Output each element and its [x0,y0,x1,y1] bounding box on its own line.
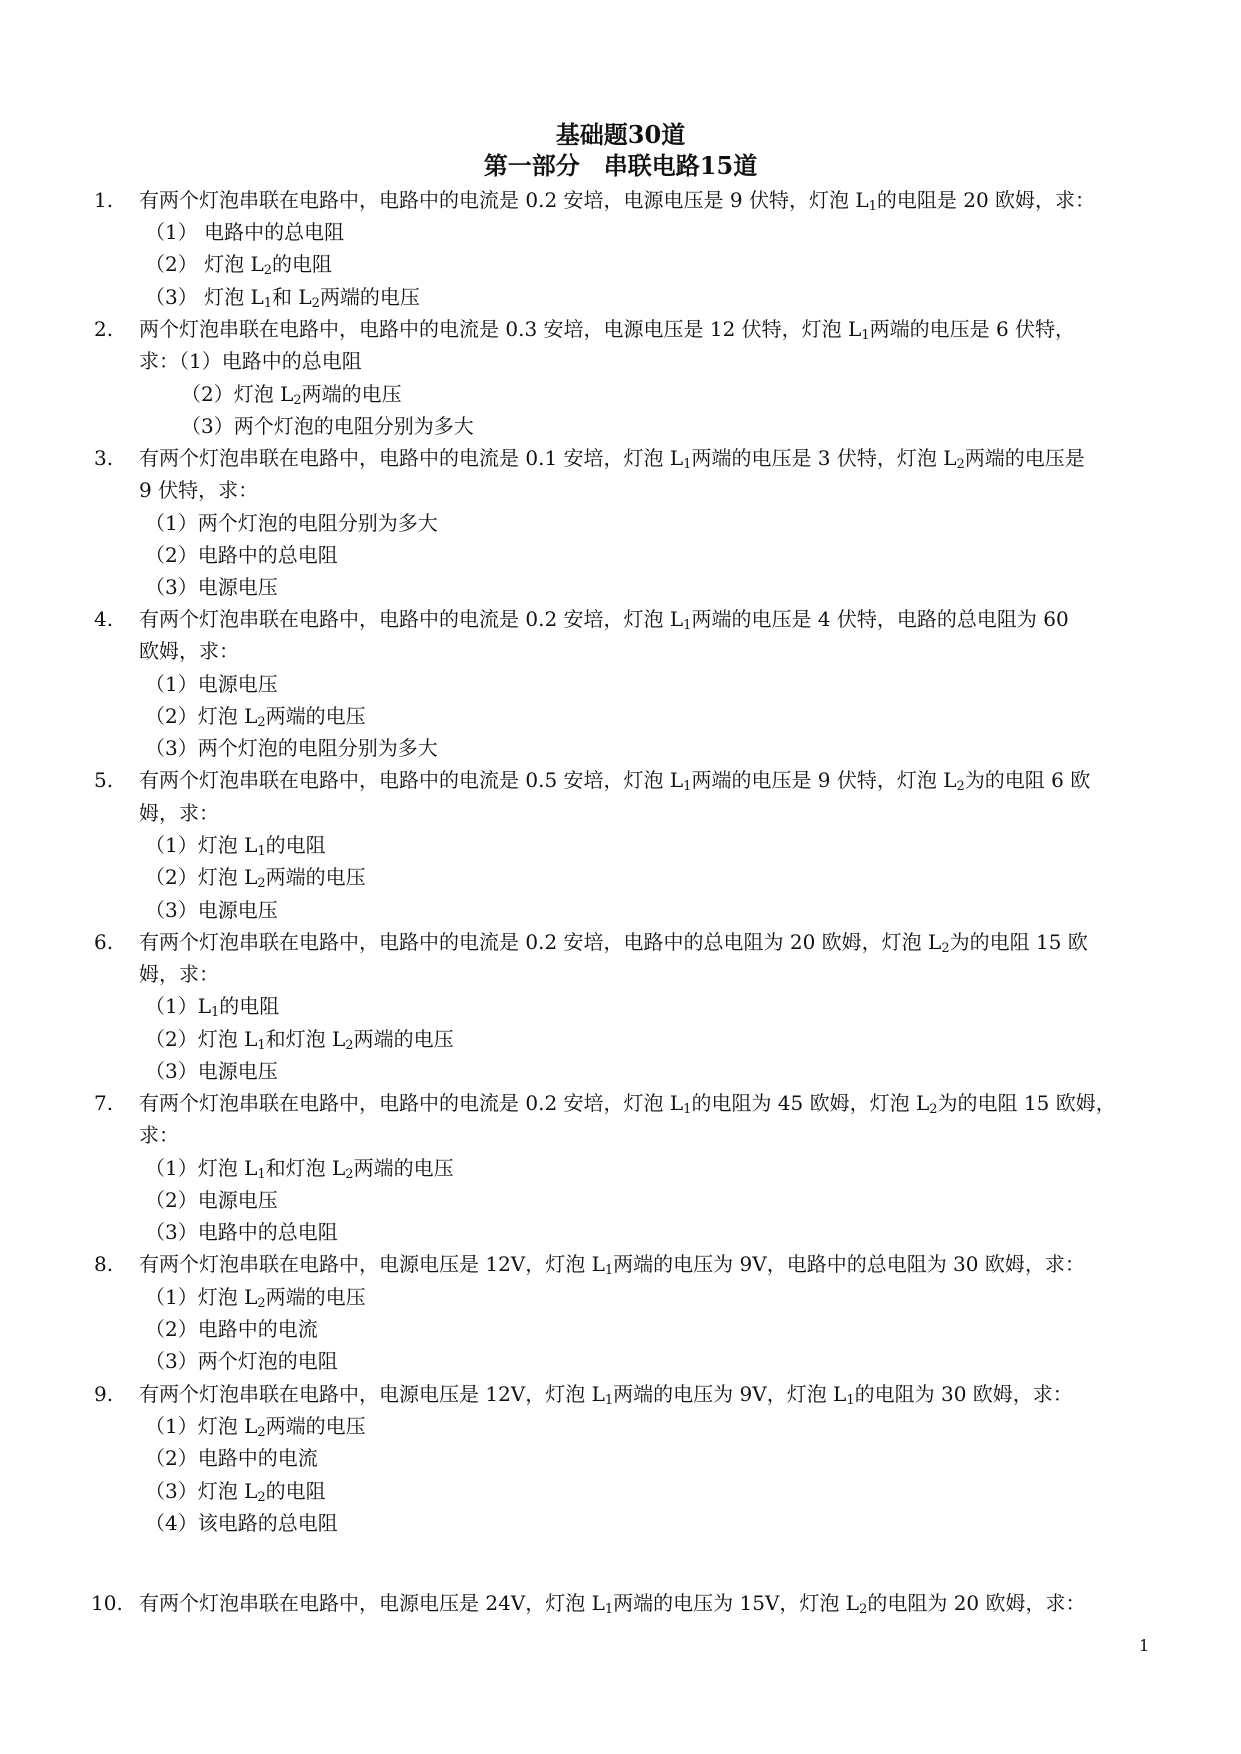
question-text-continued: 求： [139,1123,179,1147]
question-number: 2. [94,317,114,341]
sub-question: （2）电路中的总电阻 [145,543,338,567]
question-text-continued: 欧姆，求： [139,639,239,663]
question-number: 1. [94,188,114,212]
sub-question: （2）灯泡 $L_2$两端的电压 [181,382,402,408]
sub-question: （3）电源电压 [145,898,278,922]
question-text: 有两个灯泡串联在电路中，电路中的电流是 0.2 安培，灯泡 $L_1$的电阻为 45 欧姆，灯泡 $L_2$为的电阻 15 欧姆， [139,1091,1116,1117]
question-number: 6. [94,930,114,954]
question-number: 4. [94,607,114,631]
sub-question: （1） 电路中的总电阻 [145,220,345,244]
question-number: 9. [94,1382,114,1406]
question-number: 10. [91,1591,123,1615]
question-number: 7. [94,1091,114,1115]
sub-question: （2）电路中的电流 [145,1446,318,1470]
question-text: 有两个灯泡串联在电路中，电路中的电流是 0.1 安培，灯泡 $L_1$两端的电压是 3 伏特，灯泡 $L_2$两端的电压是 [139,446,1085,472]
sub-question: （2）电源电压 [145,1188,278,1212]
question-text: 有两个灯泡串联在电路中，电源电压是 12V，灯泡 $L_1$两端的电压为 9V，灯泡 $L_1$的电阻为 30 欧姆，求： [139,1382,1073,1408]
sub-question: （2）灯泡 $L_2$两端的电压 [145,704,366,730]
sub-question: （1）灯泡 $L_1$和灯泡 $L_2$两端的电压 [145,1156,454,1182]
sub-question: （1）电源电压 [145,672,278,696]
question-text: 有两个灯泡串联在电路中，电源电压是 12V，灯泡 $L_1$两端的电压为 9V，电路中的总电阻为 30 欧姆，求： [139,1252,1085,1278]
question-number: 8. [94,1252,114,1276]
sub-question: （3）两个灯泡的电阻分别为多大 [145,736,438,760]
question-text: 有两个灯泡串联在电路中，电路中的电流是 0.2 安培，电源电压是 9 伏特，灯泡 $L_1$的电阻是 20 欧姆，求： [139,188,1096,214]
sub-question: （1）灯泡 $L_2$两端的电压 [145,1285,366,1311]
question-text: 有两个灯泡串联在电路中，电路中的电流是 0.5 安培，灯泡 $L_1$两端的电压是 9 伏特，灯泡 $L_2$为的电阻 6 欧 [139,768,1091,794]
sub-question: （2）灯泡 $L_1$和灯泡 $L_2$两端的电压 [145,1027,454,1053]
question-number: 3. [94,446,114,470]
sub-question: （3）灯泡 $L_2$的电阻 [145,1479,326,1505]
sub-question: （3）电路中的总电阻 [145,1220,338,1244]
sub-question: （1）灯泡 $L_1$的电阻 [145,833,326,859]
sub-question: （3）电源电压 [145,575,278,599]
question-number: 5. [94,768,114,792]
sub-question: （2）电路中的电流 [145,1317,318,1341]
document-title: 基础题30道 [555,120,686,149]
question-text-continued: 姆，求： [139,801,219,825]
sub-question: （1）灯泡 $L_2$两端的电压 [145,1414,366,1440]
page-number: 1 [1139,1636,1150,1655]
question-text: 有两个灯泡串联在电路中，电源电压是 24V，灯泡 $L_1$两端的电压为 15V，灯泡 $L_2$的电阻为 20 欧姆，求： [139,1591,1086,1617]
question-text-continued: 9 伏特，求： [139,478,259,502]
sub-question: （3） 灯泡 $L_1$和 $L_2$两端的电压 [145,285,420,311]
sub-question: $(1)L_1$的电阻 [145,994,280,1020]
question-text: 有两个灯泡串联在电路中，电路中的电流是 0.2 安培，灯泡 $L_1$两端的电压是 4 伏特，电路的总电阻为 60 [139,607,1069,633]
section-title: 第一部分 串联电路15道 [483,151,758,180]
sub-question: （3）电源电压 [145,1059,278,1083]
sub-question: （4）该电路的总电阻 [145,1511,338,1535]
question-text-continued: 姆，求： [139,962,219,986]
sub-question: （2）灯泡 $L_2$两端的电压 [145,865,366,891]
sub-question: 求：（1）电路中的总电阻 [139,349,362,373]
sub-question: （2） 灯泡 $L_2$的电阻 [145,252,333,278]
question-text: 两个灯泡串联在电路中，电路中的电流是 0.3 安培，电源电压是 12 伏特，灯泡 $L_1$两端的电压是 6 伏特， [139,317,1076,343]
sub-question: （3）两个灯泡的电阻 [145,1349,338,1373]
question-text: 有两个灯泡串联在电路中，电路中的电流是 0.2 安培，电路中的总电阻为 20 欧姆，灯泡 $L_2$为的电阻 15 欧 [139,930,1088,956]
sub-question: （3）两个灯泡的电阻分别为多大 [181,414,474,438]
sub-question: （1）两个灯泡的电阻分别为多大 [145,511,438,535]
